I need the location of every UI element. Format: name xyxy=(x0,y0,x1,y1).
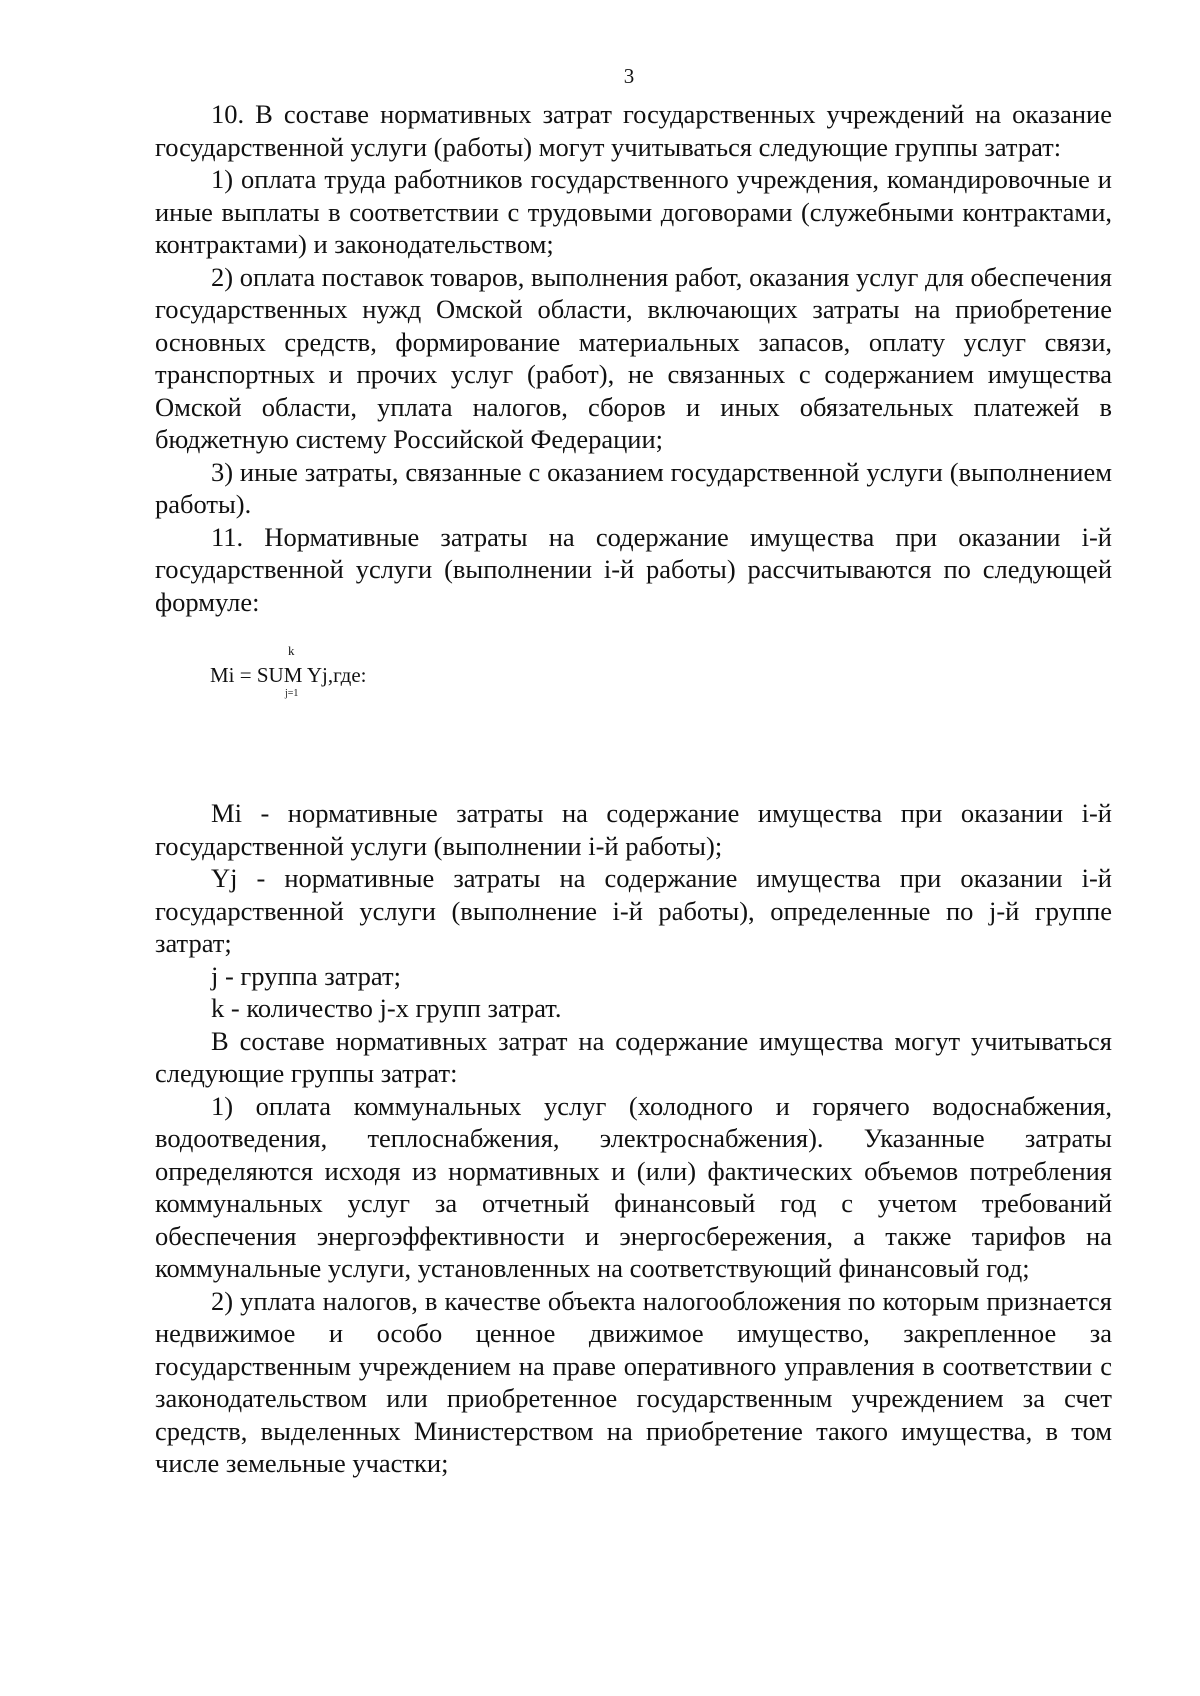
definition-mi: Mi - нормативные затраты на содержание имущества при оказании i-й государственной услуги (выполнении i-й работы); xyxy=(155,798,1112,861)
definition-j: j - группа затрат; xyxy=(211,960,401,991)
section-10-item-2: 2) оплата поставок товаров, выполнения работ, оказания услуг для обеспечения государственных нужд Омской области, включающих затраты на приобретение основных средств, формирование материальных запасов, оплату услуг связи, транспортных и прочих услуг (работ), не связанных с содержанием имущества Омской области, уплата налогов, сборов и иных обязательных платежей в бюджетную систему Российской Федерации; xyxy=(155,261,1112,454)
document-body xyxy=(155,98,1112,1480)
sum-formula xyxy=(155,618,1112,752)
definition-yj: Yj - нормативные затраты на содержание имущества при оказании i-й государственной услуги (выполнение i-й работы), определенные по j-й группе затрат; xyxy=(155,863,1112,958)
groups-intro: В составе нормативных затрат на содержание имущества могут учитываться следующие группы затрат: xyxy=(155,1025,1112,1088)
formula-main: Mi = SUM Yj,где: xyxy=(210,663,367,687)
section-10-item-1: 1) оплата труда работников государственного учреждения, командировочные и иные выплаты в соответствии с трудовыми договорами (служебными контрактами, контрактами) и законодательством; xyxy=(155,164,1112,259)
section-10-item-3: 3) иные затраты, связанные с оказанием государственной услуги (выполнением работы). xyxy=(155,456,1112,519)
definition-k: k - количество j-х групп затрат. xyxy=(211,993,562,1023)
formula-lower-limit: j=1 xyxy=(285,688,299,699)
group-item-1: 1) оплата коммунальных услуг (холодного и горячего водоснабжения, водоотведения, теплоснабжения, электроснабжения). Указанные затраты определяются исходя из нормативных и (или) фактических объемов потребления коммунальных услуг за отчетный финансовый год с учетом требований обеспечения энергоэффективности и энергосбережения, а также тарифов на коммунальные услуги, установленных на соответствующий финансовый год; xyxy=(155,1090,1112,1283)
formula-upper-limit: k xyxy=(288,643,295,658)
page-number: 3 xyxy=(623,64,635,88)
group-item-2: 2) уплата налогов, в качестве объекта налогообложения по которым признается недвижимое и особо ценное движимое имущество, закрепленное за государственным учреждением на праве оперативного управления в соответствии с законодательством или приобретенное государственным учреждением за счет средств, выделенных Министерством на приобретение такого имущества, в том числе земельные участки; xyxy=(155,1285,1112,1478)
section-11-intro: 11. Нормативные затраты на содержание имущества при оказании i-й государственной услуги (выполнении i-й работы) рассчитываются по следующей формуле: xyxy=(155,521,1112,617)
formula-spacer xyxy=(155,752,1112,797)
section-10-intro: 10. В составе нормативных затрат государственных учреждений на оказание государственной услуги (работы) могут учитываться следующие группы затрат: xyxy=(155,99,1112,162)
